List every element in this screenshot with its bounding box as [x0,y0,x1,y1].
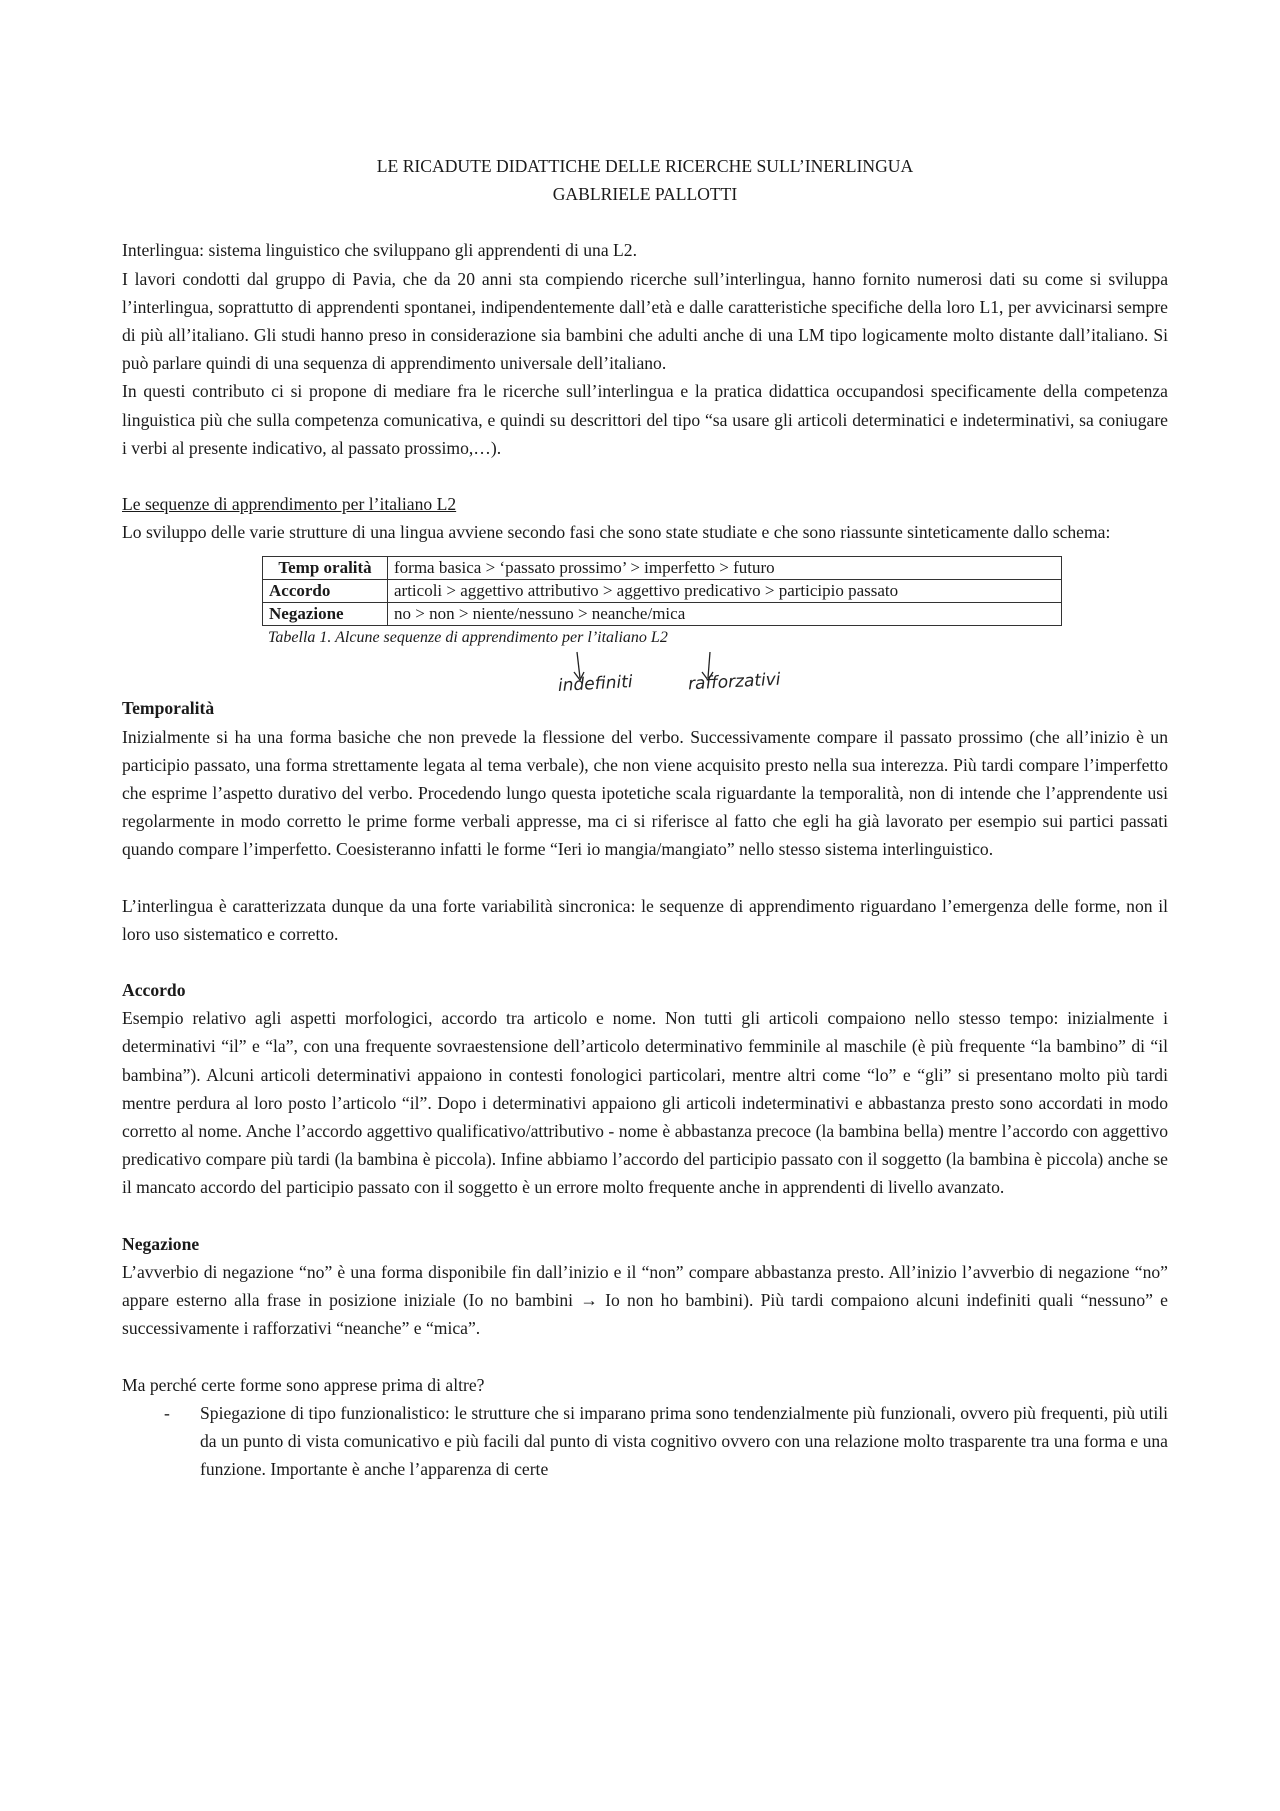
section-heading-accordo: Accordo [122,980,186,1001]
table-label: Accordo [263,580,388,603]
intro-paragraph: I lavori condotti dal gruppo di Pavia, che da 20 anni sta compiendo ricerche sull’interlingua, hanno fornito numerosi dati su come si sviluppa l’interlingua, soprattutto di apprendenti spontanei, indipendentemente dall’età e dalle caratteristiche specifiche della loro L1, per avvicinarsi sempre di più all’italiano. Gli studi hanno preso in considerazione sia bambini che adulti anche di una LM tipo logicamente molto distante dall’italiano. Si può parlare quindi di una sequenza di apprendimento universale dell’italiano. [122,268,1168,374]
temporalita-paragraph: Inizialmente si ha una forma basiche che non prevede la flessione del verbo. Successivamente compare il passato prossimo (che all’inizio è un participio passato, una forma strettamente legata al tema verbale), che non viene acquisito presto nella sua interezza. Più tardi compare l’imperfetto che esprime l’aspetto durativo del verbo. Procedendo lungo questa ipotetiche scala riguardante la temporalità, non di intende che l’apprendente usi regolarmente in modo corretto le prime forme verbali appresse, ma ci si riferisce al fatto che egli ha già lavorato per esempio sui partici passati quando compare l’imperfetto. Coesisteranno infatti le forme “Ieri io mangia/mangiato” nello stesso sistema interlinguistico. [122,726,1168,860]
sequences-text: Lo sviluppo delle varie strutture di una lingua avviene secondo fasi che sono state studiate e che sono riassunte sinteticamente dallo schema: [122,522,1111,543]
intro-definition: Interlingua: sistema linguistico che sviluppano gli apprendenti di una L2. [122,240,637,261]
list-item [122,1399,1168,1484]
table-value: no > non > niente/nessuno > neanche/mica [388,603,1062,626]
table-value: forma basica > ‘passato prossimo’ > imperfetto > futuro [388,557,1062,580]
section-heading-sequences: Le sequenze di apprendimento per l’italiano L2 [122,494,457,515]
handwritten-note-indefiniti: indefiniti [557,672,634,697]
handwritten-arrows [262,556,1062,694]
section-heading-negazione: Negazione [122,1233,200,1254]
negazione-paragraph: L’avverbio di negazione “no” è una forma disponibile fin dall’inizio e il “non” compare abbastanza presto. All’inizio l’avverbio di negazione “no” appare esterno alla frase in posizione iniziale (Io no bambini → Io non ho bambini). Più tardi compaiono alcuni indefiniti quali “nessuno” e successivamente i rafforzativi “neanche” e “mica”. [122,1261,1168,1339]
document-page [122,152,1168,1483]
list-bullet: - [164,1402,170,1423]
section-heading-temporalita: Temporalità [122,698,215,719]
table-label: Negazione [263,603,388,626]
explanation-list [122,1399,1168,1484]
sequence-table-image [262,556,1062,697]
question-line: Ma perché certe forme sono apprese prima di altre? [122,1374,485,1395]
document-author: GABLRIELE PALLOTTI [552,184,738,205]
document-title: LE RICADUTE DIDATTICHE DELLE RICERCHE SULL’INERLINGUA [376,156,914,176]
accordo-paragraph: Esempio relativo agli aspetti morfologici, accordo tra articolo e nome. Non tutti gli articoli compaiono nello stesso tempo: inizialmente i determinativi “il” e “la”, con una frequente sovraestensione dell’articolo determinativo femminile al maschile (è più frequente “la bambino” di “il bambina”). Alcuni articoli determinativi appaiono in contesti fonologici particolari, mentre altri come “lo” e “gli” si presentano molto più tardi mentre perdura al loro posto l’articolo “il”. Dopo i determinativi appaiono gli articoli indeterminativi e abbastanza presto sono accordati in modo corretto al nome. Anche l’accordo aggettivo qualificativo/attributivo - nome è abbastanza precoce (la bambina bella) mentre l’accordo con aggettivo predicativo compare più tardi (la bambina è piccola). Infine abbiamo l’accordo del participio passato con il soggetto (la bambina è piccola) anche se il mancato accordo del participio passato con il soggetto è un errore molto frequente anche in apprendenti di livello avanzato. [122,1008,1168,1198]
intro-paragraph-2: In questi contributo ci si propone di mediare fra le ricerche sull’interlingua e la pratica didattica occupandosi specificamente della competenza linguistica più che sulla competenza comunicativa, e quindi su descrittori del tipo “sa usare gli articoli determinatici e indeterminativi, sa coniugare i verbi al presente indicativo, al passato prossimo,…). [122,381,1168,458]
table-label: Temp oralità [263,557,388,580]
handwritten-note-rafforzativi: rafforzativi [687,670,782,695]
list-item-text: Spiegazione di tipo funzionalistico: le strutture che si imparano prima sono tendenzialmente più funzionali, ovvero più frequenti, più utili da un punto di vista comunicativo e più facili dal punto di vista cognitivo ovvero con una relazione molto trasparente tra una forma e una funzione. Importante è anche l’apparenza di certe [200,1402,1168,1480]
table-caption: Tabella 1. Alcune sequenze di apprendimento per l’italiano L2 [268,629,668,647]
table-value: articoli > aggettivo attributivo > aggettivo predicativo > participio passato [388,580,1062,603]
temporalita-paragraph-2: L’interlingua è caratterizzata dunque da una forte variabilità sincronica: le sequenze di apprendimento riguardano l’emergenza delle forme, non il loro uso sistematico e corretto. [122,895,1168,944]
